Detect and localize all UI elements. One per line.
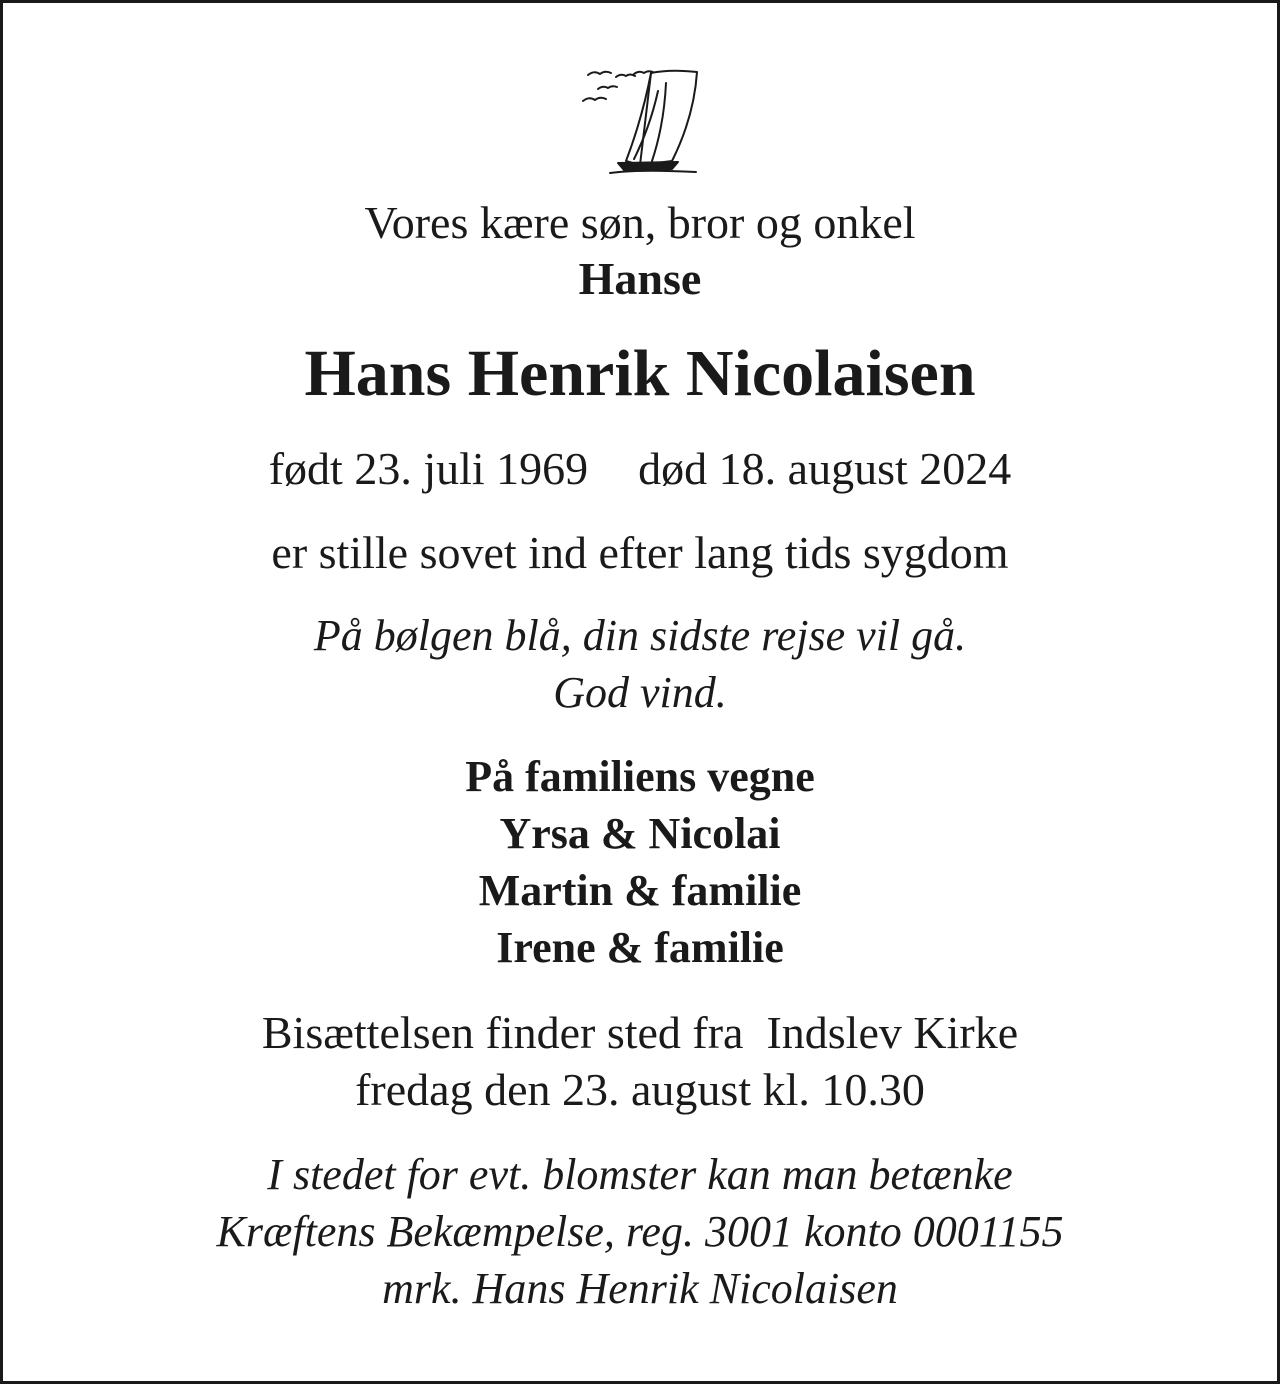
birth-date: født 23. juli 1969 xyxy=(268,443,589,494)
funeral-info: fredag den 23. august kl. 10.30 xyxy=(355,1064,925,1115)
verse-line: På bølgen blå, din sidste rejse vil gå. xyxy=(313,611,967,660)
donation-note: I stedet for evt. blomster kan man betænke xyxy=(267,1150,1013,1199)
life-dates xyxy=(3,441,1277,497)
verse-line: God vind. xyxy=(553,668,727,717)
donation-note: Kræftens Bekæmpelse, reg. 3001 konto 0001155 xyxy=(216,1207,1064,1256)
funeral-info: Bisættelsen finder sted fra Indslev Kirke xyxy=(261,1007,1019,1058)
death-date: død 18. august 2024 xyxy=(638,443,1012,494)
deceased-name: Hans Henrik Nicolaisen xyxy=(304,337,976,410)
family-member: Yrsa & Nicolai xyxy=(499,809,781,858)
sailboat-with-birds-icon xyxy=(578,61,708,179)
family-member: Irene & familie xyxy=(496,923,784,972)
family-member: Martin & familie xyxy=(478,866,802,915)
family-heading: På familiens vegne xyxy=(465,752,815,801)
passing-text: er stille sovet ind efter lang tids sygdom xyxy=(271,527,1009,578)
nickname: Hanse xyxy=(578,253,702,304)
donation-note: mrk. Hans Henrik Nicolaisen xyxy=(382,1264,898,1313)
intro-text: Vores kære søn, bror og onkel xyxy=(364,197,916,248)
